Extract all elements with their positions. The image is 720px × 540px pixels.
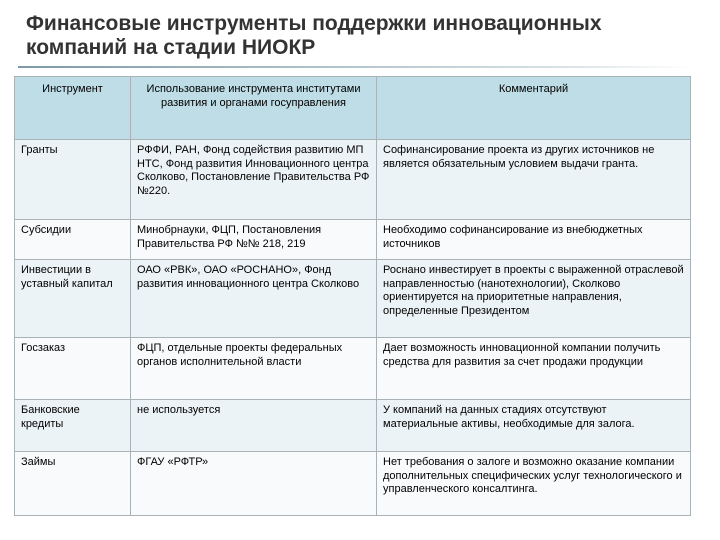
cell-comment: Нет требования о залоге и возможно оказание компании дополнительных специфических услуг технологического и управленческого консалтинга. xyxy=(377,452,691,516)
cell-usage: РФФИ, РАН, Фонд содействия развитию МП НТС, Фонд развития Инновационного центра Сколково, Постановление Правительства РФ №220. xyxy=(131,140,377,220)
cell-usage: Минобрнауки, ФЦП, Постановления Правительства РФ №№ 218, 219 xyxy=(131,220,377,260)
table-header-row xyxy=(15,77,691,140)
table-row xyxy=(15,220,691,260)
cell-comment: Софинансирование проекта из других источников не является обязательным условием выдачи гранта. xyxy=(377,140,691,220)
column-header-comment: Комментарий xyxy=(377,77,691,140)
cell-usage: не используется xyxy=(131,400,377,452)
table-row xyxy=(15,338,691,400)
table-row xyxy=(15,140,691,220)
cell-comment: У компаний на данных стадиях отсутствуют материальные активы, необходимые для залога. xyxy=(377,400,691,452)
column-header-usage: Использование инструмента институтами развития и органами госуправления xyxy=(131,77,377,140)
cell-instrument: Госзаказ xyxy=(15,338,131,400)
cell-instrument: Гранты xyxy=(15,140,131,220)
cell-comment: Дает возможность инновационной компании получить средства для развития за счет продажи продукции xyxy=(377,338,691,400)
table-row xyxy=(15,260,691,338)
page-title: Финансовые инструменты поддержки инновационных компаний на стадии НИОКР xyxy=(26,12,602,59)
cell-instrument: Субсидии xyxy=(15,220,131,260)
cell-comment: Роснано инвестирует в проекты с выраженной отраслевой направленностью (нанотехнологии), Сколково ориентируется на приоритетные направления, определенные Президентом xyxy=(377,260,691,338)
cell-usage: ОАО «РВК», ОАО «РОСНАНО», Фонд развития инновационного центра Сколково xyxy=(131,260,377,338)
cell-instrument: Банковские кредиты xyxy=(15,400,131,452)
title-divider xyxy=(18,66,692,68)
instruments-table xyxy=(14,76,691,516)
cell-usage: ФЦП, отдельные проекты федеральных органов исполнительной власти xyxy=(131,338,377,400)
column-header-instrument: Инструмент xyxy=(15,77,131,140)
cell-instrument: Займы xyxy=(15,452,131,516)
cell-instrument: Инвестиции в уставный капитал xyxy=(15,260,131,338)
table-row xyxy=(15,400,691,452)
cell-comment: Необходимо софинансирование из внебюджетных источников xyxy=(377,220,691,260)
cell-usage: ФГАУ «РФТР» xyxy=(131,452,377,516)
table-row xyxy=(15,452,691,516)
